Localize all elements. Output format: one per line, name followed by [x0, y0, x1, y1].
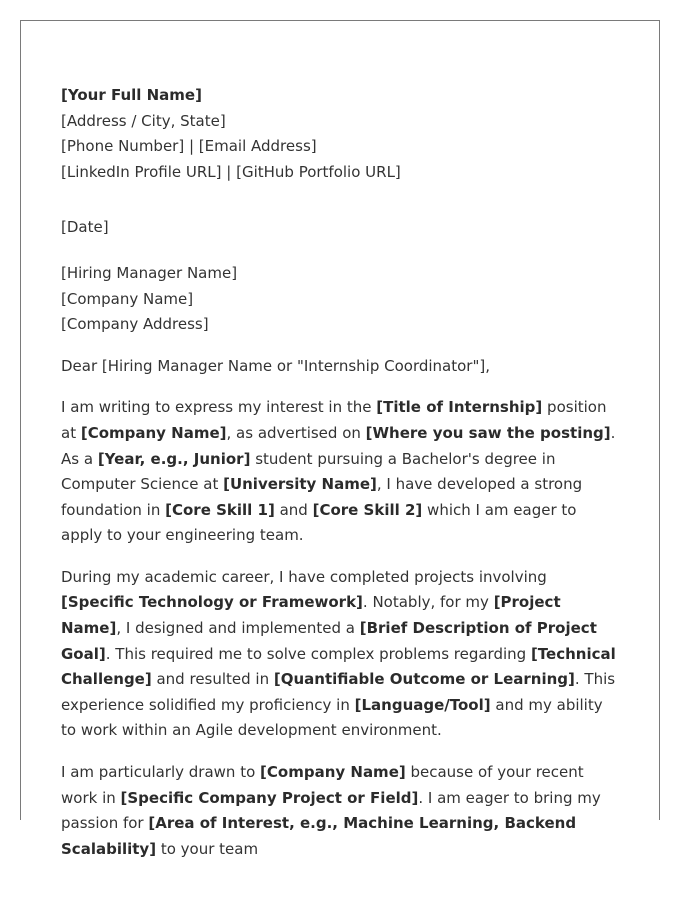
- body-text: which I am eager to apply to your engineering team.: [61, 500, 577, 545]
- paragraph-experience: [61, 565, 621, 744]
- recipient-block: [61, 261, 621, 338]
- placeholder-field: [Quantifiable Outcome or Learning]: [273, 670, 575, 689]
- body-text: . Notably, for my: [362, 593, 494, 612]
- salutation: Dear [Hiring Manager Name or "Internship Coordinator"],: [61, 356, 490, 375]
- sender-address: [Address / City, State]: [61, 111, 226, 130]
- body-text: . I am eager to bring my passion for: [61, 788, 601, 833]
- body-text: student pursuing a Bachelor's degree in Computer Science at: [61, 449, 556, 494]
- body-text: . This required me to solve complex problems regarding: [105, 644, 531, 663]
- sender-name: [Your Full Name]: [61, 86, 202, 104]
- body-text: and my ability to work within an Agile development environment.: [61, 695, 603, 740]
- placeholder-field: [Brief Description of Project Goal]: [61, 619, 597, 663]
- body-text: During my academic career, I have completed projects involving: [61, 567, 547, 586]
- letter-content: [61, 83, 621, 862]
- sender-block: [61, 83, 621, 185]
- letter-page: [20, 20, 660, 858]
- placeholder-field: [Year, e.g., Junior]: [97, 449, 251, 468]
- body-text: and: [274, 500, 313, 519]
- sender-contact: [Phone Number] | [Email Address]: [61, 137, 317, 156]
- recipient-company: [Company Name]: [61, 289, 194, 308]
- placeholder-field: [Core Skill 1]: [165, 500, 275, 519]
- body-text: . This experience solidified my proficiency in: [61, 670, 616, 714]
- letter-date: [Date]: [61, 217, 109, 236]
- recipient-name: [Hiring Manager Name]: [61, 263, 238, 282]
- body-text: I am writing to express my interest in the: [61, 398, 377, 417]
- sender-links: [LinkedIn Profile URL] | [GitHub Portfolio URL]: [61, 162, 401, 181]
- paragraph-intro: [61, 395, 621, 549]
- placeholder-field: [Where you saw the posting]: [365, 423, 611, 442]
- body-text: I am particularly drawn to: [61, 763, 261, 782]
- placeholder-field: [Area of Interest, e.g., Machine Learning, Backend Scalability]: [61, 814, 577, 858]
- body-text: because of your recent work in: [61, 763, 584, 807]
- body-text: . As a: [61, 423, 616, 468]
- recipient-address: [Company Address]: [61, 315, 209, 334]
- body-text: , I have developed a strong foundation in: [61, 475, 583, 519]
- placeholder-field: [Language/Tool]: [354, 695, 491, 714]
- placeholder-field: [Company Name]: [80, 423, 227, 442]
- body-text: , as advertised on: [226, 423, 366, 442]
- placeholder-field: [Company Name]: [260, 763, 406, 782]
- paragraph-company-interest: [61, 760, 621, 862]
- placeholder-field: [Title of Internship]: [376, 398, 543, 417]
- placeholder-field: [Technical Challenge]: [61, 644, 616, 689]
- body-text: , I designed and implemented a: [116, 619, 360, 638]
- placeholder-field: [Specific Company Project or Field]: [120, 788, 419, 807]
- body-text: position at: [61, 398, 607, 442]
- body-text: and resulted in: [151, 670, 274, 689]
- placeholder-field: [Project Name]: [61, 593, 561, 638]
- placeholder-field: [University Name]: [223, 475, 377, 494]
- placeholder-field: [Core Skill 2]: [312, 500, 423, 519]
- placeholder-field: [Specific Technology or Framework]: [61, 593, 363, 612]
- body-text: to your team: [156, 839, 259, 858]
